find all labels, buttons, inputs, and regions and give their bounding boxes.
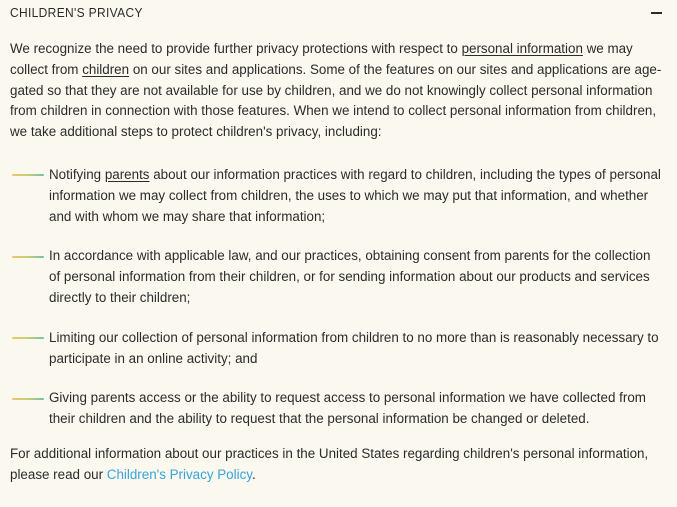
intro-text-part-3: on our sites and applications. Some of the features on our sites and applications are age-gated so that they are not available for use by children, and we do not knowingly collect personal information from children in connection with those features. When we intend to collect personal information from children, we take additional steps to protect children's privacy, including: bbox=[10, 61, 662, 140]
list-item bbox=[10, 165, 665, 227]
list-item-text-part-1: Giving parents access or the ability to request access to personal information we have collected from their children and the ability to request that the personal information be changed or deleted. bbox=[49, 390, 646, 427]
collapse-section-button[interactable] bbox=[647, 4, 665, 22]
definition-link-parents[interactable]: parents bbox=[104, 166, 150, 182]
list-item bbox=[10, 246, 665, 308]
closing-text-part-1: For additional information about our practices in the United States regarding children's personal information, please read our bbox=[10, 445, 649, 482]
gradient-dash-icon bbox=[12, 398, 44, 400]
intro-paragraph bbox=[10, 39, 665, 143]
intro-text-part-1: We recognize the need to provide further privacy protections with respect to bbox=[10, 41, 462, 56]
list-item bbox=[10, 328, 665, 370]
list-item bbox=[10, 388, 665, 430]
closing-text-part-2: . bbox=[251, 466, 256, 482]
section-title: CHILDREN'S PRIVACY bbox=[10, 6, 143, 20]
childrens-privacy-policy-link[interactable]: Children's Privacy Policy bbox=[106, 466, 252, 482]
privacy-measures-list bbox=[10, 165, 665, 430]
intro-text-part-2: we may collect from bbox=[10, 41, 633, 77]
closing-paragraph bbox=[10, 444, 665, 486]
list-item-text-part-2: about our information practices with regard to children, including the types of personal information we may collect from children, the uses to which we may put that information, and whether and with whom we may share that information; bbox=[49, 166, 661, 224]
list-item-text-part-1: In accordance with applicable law, and our practices, obtaining consent from parents for the collection of personal information from their children, or for sending information about our products and services directly to their children; bbox=[49, 248, 651, 305]
definition-link-personal-information[interactable]: personal information bbox=[461, 41, 583, 56]
section-header-children-privacy[interactable] bbox=[0, 0, 677, 26]
gradient-dash-icon bbox=[12, 337, 44, 339]
list-item-text-part-1: Notifying bbox=[49, 166, 105, 182]
minus-icon bbox=[651, 12, 662, 14]
list-item-text-part-1: Limiting our collection of personal information from children to no more than is reasonably necessary to participate in an online activity; and bbox=[49, 329, 659, 366]
section-body bbox=[0, 39, 677, 486]
gradient-dash-icon bbox=[12, 256, 44, 258]
gradient-dash-icon bbox=[12, 174, 44, 176]
definition-link-children[interactable]: children bbox=[82, 61, 130, 77]
